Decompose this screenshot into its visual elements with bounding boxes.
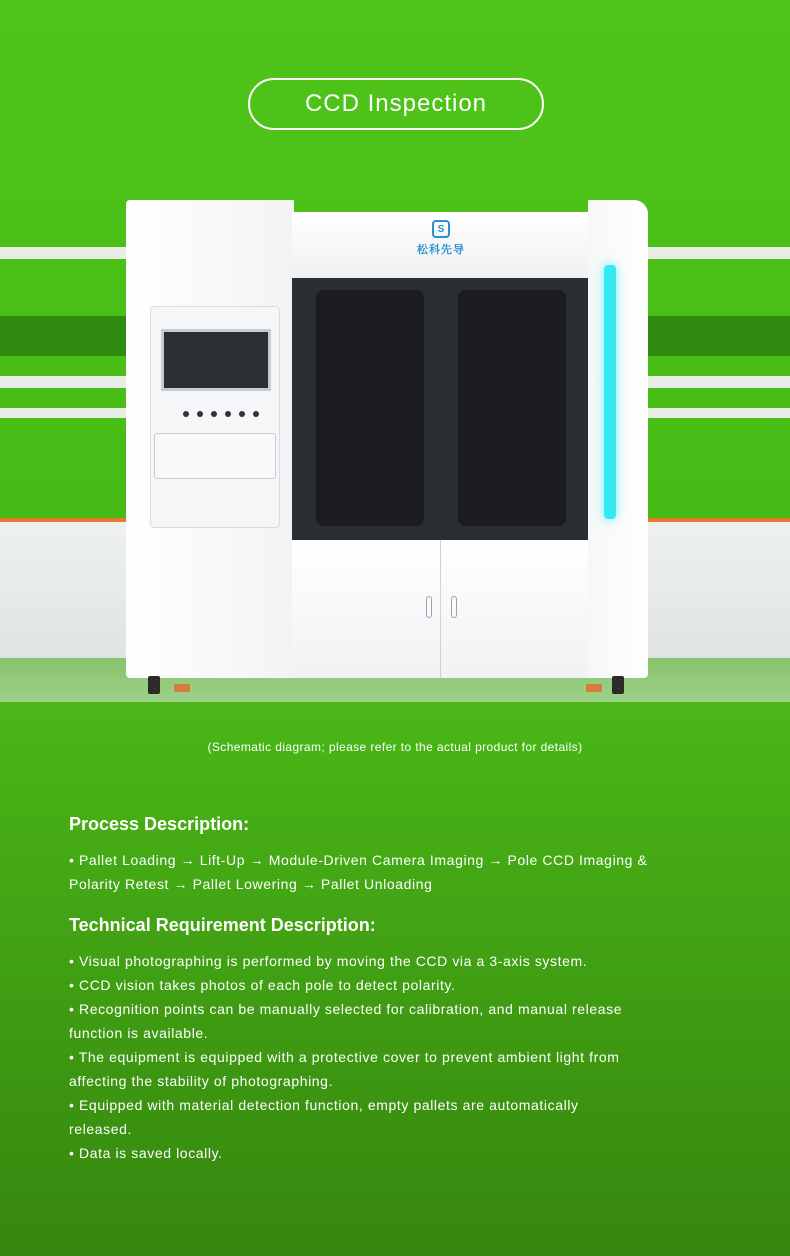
caster-wheel [612,676,624,694]
process-description [69,848,729,896]
inspection-window [292,278,590,540]
technical-heading: Technical Requirement Description: [69,915,376,935]
window-pane-left [316,290,424,526]
leveling-foot [174,684,190,692]
logo-text: 松科先导 [417,244,465,256]
status-light-bar [604,265,616,519]
console-button-dot [253,411,259,417]
control-console [150,306,280,528]
cabinet-handle-left [426,596,432,618]
console-button-dot [197,411,203,417]
machine-logo [408,220,474,262]
process-line: • Pallet Loading → Lift-Up → Module-Driven Camera Imaging → Pole CCD Imaging & [69,852,648,868]
window-pane-right [458,290,566,526]
console-screen [161,329,271,391]
console-button-dot [239,411,245,417]
console-button-dot [211,411,217,417]
page-title: CCD Inspection [248,78,544,130]
conveyor-left [0,520,130,660]
technical-line: affecting the stability of photographing. [69,1073,334,1089]
technical-line: function is available. [69,1025,209,1041]
console-button-dot [225,411,231,417]
image-caption: (Schematic diagram; please refer to the actual product for details) [207,740,583,754]
technical-line: • Visual photographing is performed by moving the CCD via a 3-axis system. [69,953,588,969]
technical-line: released. [69,1121,132,1137]
conveyor-edge-right [645,518,790,522]
keyboard-drawer [154,433,276,479]
technical-line: • The equipment is equipped with a protective cover to prevent ambient light from [69,1049,620,1065]
conveyor-right [645,520,790,660]
technical-line: • Data is saved locally. [69,1145,223,1161]
lower-cabinet [292,540,590,678]
caster-wheel [148,676,160,694]
process-line: Polarity Retest → Pallet Lowering → Pallet Unloading [69,876,433,892]
console-button-dot [183,411,189,417]
logo-mark-icon: S [432,220,450,238]
cabinet-handle-right [451,596,457,618]
technical-line: • Recognition points can be manually selected for calibration, and manual release [69,1001,623,1017]
process-heading: Process Description: [69,814,250,834]
leveling-foot [586,684,602,692]
technical-line: • CCD vision takes photos of each pole to detect polarity. [69,977,456,993]
technical-description [69,949,729,1165]
cabinet-divider [440,540,441,678]
machine-right-panel [588,200,648,678]
console-buttons [183,411,259,417]
conveyor-edge-left [0,518,130,522]
technical-line: • Equipped with material detection function, empty pallets are automatically [69,1097,579,1113]
